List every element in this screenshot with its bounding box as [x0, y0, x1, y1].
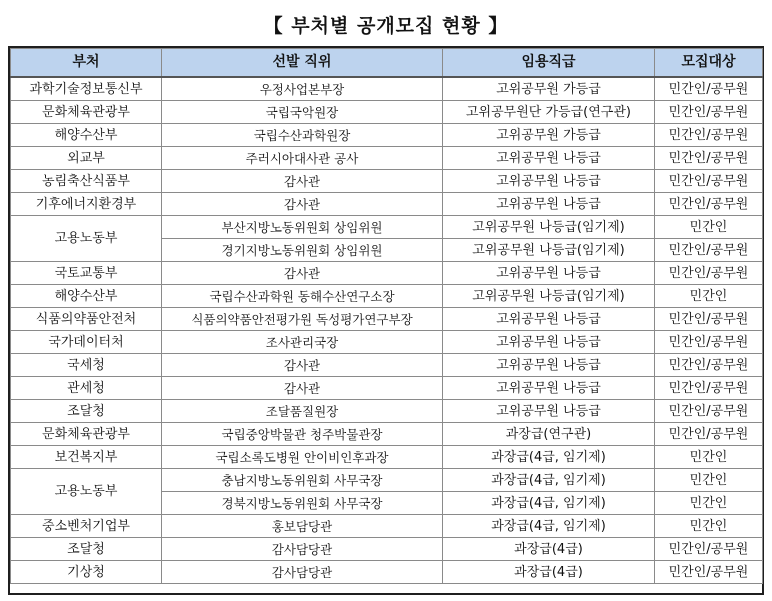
dept-cell: 관세청	[11, 377, 162, 400]
dept-cell: 조달청	[11, 538, 162, 561]
table-row	[11, 124, 763, 147]
position-cell: 감사관	[162, 377, 443, 400]
position-cell: 경기지방노동위원회 상임위원	[162, 239, 443, 262]
dept-cell: 조달청	[11, 400, 162, 423]
target-cell: 민간인	[655, 285, 763, 308]
grade-cell: 고위공무원 가등급	[443, 77, 655, 101]
table-row	[11, 423, 763, 446]
dept-cell: 해양수산부	[11, 285, 162, 308]
table-row	[11, 308, 763, 331]
table-row	[11, 538, 763, 561]
position-cell: 국립소록도병원 안이비인후과장	[162, 446, 443, 469]
grade-cell: 고위공무원 나등급	[443, 193, 655, 216]
table-row	[11, 101, 763, 124]
position-cell: 감사관	[162, 354, 443, 377]
grade-cell: 고위공무원 나등급	[443, 170, 655, 193]
position-cell: 국립국악원장	[162, 101, 443, 124]
grade-cell: 과장급(4급, 임기제)	[443, 469, 655, 492]
grade-cell: 고위공무원 나등급(임기제)	[443, 216, 655, 239]
table-row	[11, 377, 763, 400]
page-title: 【 부처별 공개모집 현황 】	[263, 15, 509, 37]
table-row	[11, 77, 763, 101]
target-cell: 민간인/공무원	[655, 377, 763, 400]
table-row	[11, 354, 763, 377]
grade-cell: 고위공무원 나등급	[443, 331, 655, 354]
position-cell: 국립중앙박물관 청주박물관장	[162, 423, 443, 446]
header-dept: 부처	[11, 49, 162, 78]
grade-cell: 고위공무원 나등급(임기제)	[443, 239, 655, 262]
dept-cell: 농림축산식품부	[11, 170, 162, 193]
table-row	[11, 285, 763, 308]
recruitment-table	[10, 48, 763, 584]
target-cell: 민간인/공무원	[655, 262, 763, 285]
position-cell: 식품의약품안전평가원 독성평가연구부장	[162, 308, 443, 331]
dept-cell: 보건복지부	[11, 446, 162, 469]
target-cell: 민간인/공무원	[655, 331, 763, 354]
header-position: 선발 직위	[162, 49, 443, 78]
target-cell: 민간인/공무원	[655, 308, 763, 331]
position-cell: 감사관	[162, 193, 443, 216]
dept-cell: 고용노동부	[11, 469, 162, 515]
target-cell: 민간인/공무원	[655, 561, 763, 584]
grade-cell: 고위공무원 나등급	[443, 400, 655, 423]
target-cell: 민간인/공무원	[655, 124, 763, 147]
dept-cell: 식품의약품안전처	[11, 308, 162, 331]
table-row	[11, 262, 763, 285]
table-header-row	[11, 49, 763, 78]
grade-cell: 고위공무원 나등급	[443, 377, 655, 400]
dept-cell: 기상청	[11, 561, 162, 584]
grade-cell: 과장급(4급)	[443, 561, 655, 584]
position-cell: 조사관리국장	[162, 331, 443, 354]
header-target: 모집대상	[655, 49, 763, 78]
target-cell: 민간인/공무원	[655, 239, 763, 262]
position-cell: 우정사업본부장	[162, 77, 443, 101]
grade-cell: 과장급(4급)	[443, 538, 655, 561]
dept-cell: 기후에너지환경부	[11, 193, 162, 216]
dept-cell: 문화체육관광부	[11, 423, 162, 446]
table-row	[11, 400, 763, 423]
position-cell: 부산지방노동위원회 상임위원	[162, 216, 443, 239]
table-row	[11, 147, 763, 170]
table-row	[11, 216, 763, 239]
table-row	[11, 331, 763, 354]
target-cell: 민간인	[655, 216, 763, 239]
table-row	[11, 515, 763, 538]
position-cell: 주러시아대사관 공사	[162, 147, 443, 170]
header-grade: 임용직급	[443, 49, 655, 78]
target-cell: 민간인	[655, 492, 763, 515]
dept-cell: 과학기술정보통신부	[11, 77, 162, 101]
position-cell: 홍보담당관	[162, 515, 443, 538]
dept-cell: 해양수산부	[11, 124, 162, 147]
dept-cell: 고용노동부	[11, 216, 162, 262]
grade-cell: 고위공무원단 가등급(연구관)	[443, 101, 655, 124]
grade-cell: 과장급(연구관)	[443, 423, 655, 446]
grade-cell: 고위공무원 나등급	[443, 354, 655, 377]
target-cell: 민간인/공무원	[655, 354, 763, 377]
table-row	[11, 193, 763, 216]
dept-cell: 국가데이터처	[11, 331, 162, 354]
dept-cell: 국세청	[11, 354, 162, 377]
grade-cell: 과장급(4급, 임기제)	[443, 492, 655, 515]
table-row	[11, 446, 763, 469]
dept-cell: 국토교통부	[11, 262, 162, 285]
position-cell: 감사관	[162, 262, 443, 285]
grade-cell: 고위공무원 나등급	[443, 262, 655, 285]
grade-cell: 과장급(4급, 임기제)	[443, 515, 655, 538]
position-cell: 국립수산과학원 동해수산연구소장	[162, 285, 443, 308]
target-cell: 민간인	[655, 469, 763, 492]
target-cell: 민간인/공무원	[655, 538, 763, 561]
grade-cell: 고위공무원 나등급	[443, 308, 655, 331]
grade-cell: 고위공무원 가등급	[443, 124, 655, 147]
dept-cell: 외교부	[11, 147, 162, 170]
target-cell: 민간인/공무원	[655, 101, 763, 124]
target-cell: 민간인	[655, 515, 763, 538]
position-cell: 감사담당관	[162, 538, 443, 561]
table-row	[11, 170, 763, 193]
table-row	[11, 561, 763, 584]
target-cell: 민간인/공무원	[655, 400, 763, 423]
grade-cell: 고위공무원 나등급(임기제)	[443, 285, 655, 308]
grade-cell: 과장급(4급, 임기제)	[443, 446, 655, 469]
target-cell: 민간인/공무원	[655, 423, 763, 446]
position-cell: 충남지방노동위원회 사무국장	[162, 469, 443, 492]
target-cell: 민간인/공무원	[655, 77, 763, 101]
position-cell: 감사담당관	[162, 561, 443, 584]
table-body	[11, 77, 763, 584]
dept-cell: 문화체육관광부	[11, 101, 162, 124]
target-cell: 민간인/공무원	[655, 170, 763, 193]
position-cell: 조달품질원장	[162, 400, 443, 423]
target-cell: 민간인/공무원	[655, 147, 763, 170]
dept-cell: 중소벤처기업부	[11, 515, 162, 538]
grade-cell: 고위공무원 나등급	[443, 147, 655, 170]
position-cell: 감사관	[162, 170, 443, 193]
target-cell: 민간인/공무원	[655, 193, 763, 216]
position-cell: 국립수산과학원장	[162, 124, 443, 147]
position-cell: 경북지방노동위원회 사무국장	[162, 492, 443, 515]
target-cell: 민간인	[655, 446, 763, 469]
table-row	[11, 469, 763, 492]
